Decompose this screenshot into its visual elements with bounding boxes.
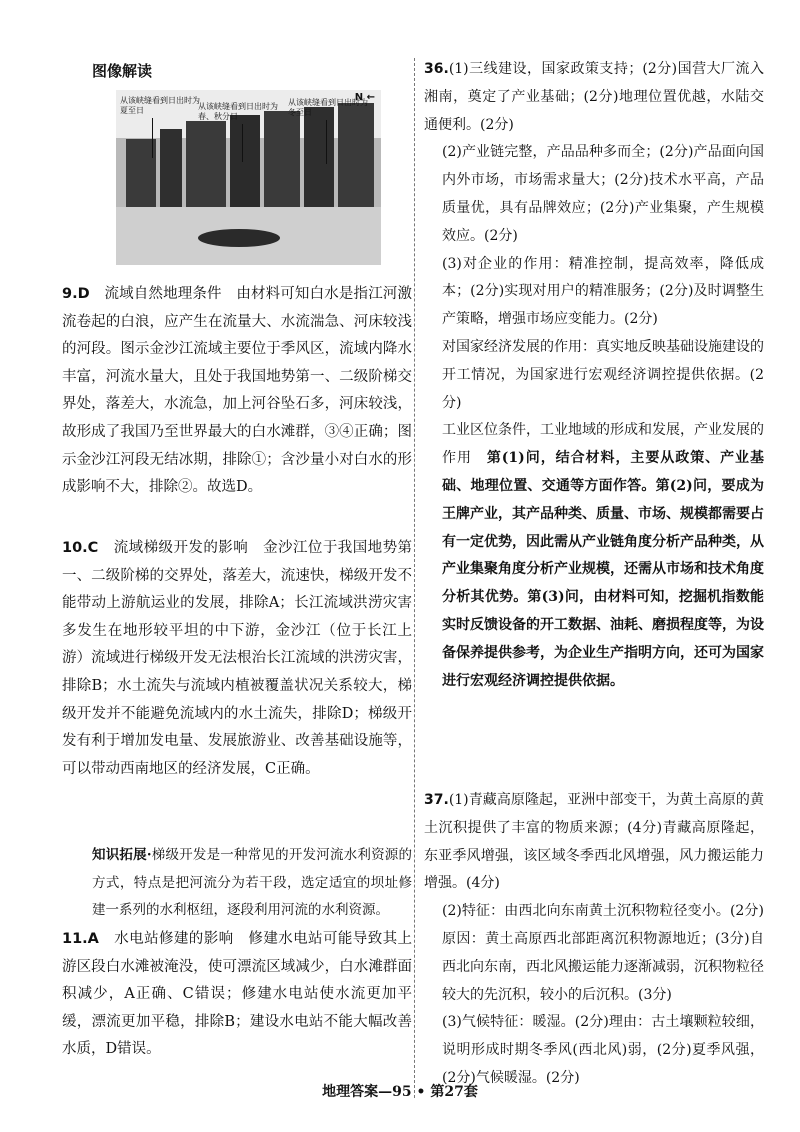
photo-leader-line <box>326 120 327 164</box>
answer-36-part-2: (2)产业链完整，产品品种多而全；(2分)产品面向国内外市场，市场需求量大；(2分)技术水平高，产品质量优，具有品牌效应；(2分)产业集聚，产生规模效应。(2分) <box>442 144 764 244</box>
photo-leader-line <box>152 118 153 158</box>
answer-10 <box>62 535 412 783</box>
photo-building <box>338 103 374 207</box>
photo-building <box>230 115 260 207</box>
answer-9 <box>62 281 412 502</box>
page-footer: 地理答案—95 • 第27套 <box>322 1084 478 1100</box>
answer-37-number: 37. <box>424 792 449 808</box>
section-title: 图像解读 <box>92 62 153 80</box>
answer-9-text: 流域自然地理条件 由材料可知白水是指江河激流卷起的白浪，应产生在流量大、水流湍急、河床较浅的河段。图示金沙江流域主要位于季风区，流域内降水丰富，河流水量大，且处于我国地势第一、二级阶梯交界处，落差大，水流急，加上河谷坠石多，河床较浅，故形成了我国乃至世界最大的白水滩群，③④正确；图示金沙江河段无结冰期，排除①；含沙量小对白水的形成影响不大，排除②。故选D。 <box>62 286 413 496</box>
answer-10-number: 10.C <box>62 540 99 556</box>
photo-leader-line <box>242 124 243 162</box>
answer-36-number: 36. <box>424 61 449 77</box>
photo-building <box>186 121 226 207</box>
photo-caption-winter-solstice: 从该峡缝看到日出时为冬至日 <box>288 98 368 117</box>
answer-36-analysis <box>424 417 764 695</box>
knowledge-extension-label: 知识拓展· <box>92 847 152 863</box>
answer-37 <box>424 787 764 1093</box>
photo-caption-summer-solstice: 从该峡缝看到日出时为夏至日 <box>120 96 200 115</box>
photo-building <box>304 107 334 207</box>
answer-36-analysis-lead: 工业区位条件，工业地域的形成和发展，产业发展的作用 <box>442 422 764 467</box>
answer-36-part-3: (3)对企业的作用：精准控制，提高效率，降低成本；(2分)实现对用户的精准服务；(2分)及时调整生产策略，增强市场应变能力。(2分) <box>442 255 764 328</box>
answer-37-part-3: (3)气候特征：暖湿。(2分)理由：古土壤颗粒较细，说明形成时期冬季风(西北风)弱，(2分)夏季风强，(2分)气候暖湿。(2分) <box>442 1014 764 1086</box>
answer-36-part-4: 对国家经济发展的作用：真实地反映基础设施建设的开工情况，为国家进行宏观经济调控提供依据。(2分) <box>442 338 764 411</box>
knowledge-extension <box>92 842 412 925</box>
answer-37-part-1-text: (1)青藏高原隆起，亚洲中部变干，为黄土高原的黄土沉积提供了丰富的物质来源；(4分)青藏高原隆起，东亚季风增强，该区域冬季西北风增强，风力搬运能力增强。(4分) <box>424 792 764 892</box>
photo-caption-equinox: 从该峡缝看到日出时为春、秋分日 <box>198 102 278 121</box>
knowledge-extension-text: 梯级开发是一种常见的开发河流水利资源的方式，特点是把河流分为若干段，选定适宜的坝址修建一系列的水利枢纽，逐段利用河流的水利资源。 <box>92 847 413 919</box>
answer-10-text: 流域梯级开发的影响 金沙江位于我国地势第一、二级阶梯的交界处，落差大，流速快，梯级开发不能带动上游航运业的发展，排除A；长江流域洪涝灾害多发生在地形较平坦的中下游，金沙江（位于长江上游）流域进行梯级开发无法根治长江流域的洪涝灾害，排除B；水土流失与流域内植被覆盖状况关系较大，梯级开发并不能避免流域内的水土流失，排除D；梯级开发有利于增加发电量、发展旅游业、改善基础设施等，可以带动西南地区的经济发展，C正确。 <box>62 540 412 777</box>
answer-36-analysis-text: 第(1)问，结合材料，主要从政策、产业基础、地理位置、交通等方面作答。第(2)问，要成为王牌产业，其产品种类、质量、市场、规模都需要占有一定优势，因此需从产业链角度分析产品种类，从产业集聚角度分析产业规模，还需从市场和技术角度分析其优势。第(3)问，由材料可知，挖掘机指数能实时反馈设备的开工数据、油耗、磨损程度等，为设备保养提供参考，为企业生产指明方向，还可为国家进行宏观经济调控提供依据。 <box>442 450 764 689</box>
answer-11 <box>62 926 412 1064</box>
answer-36-part-1 <box>424 56 764 139</box>
column-divider <box>414 58 415 1098</box>
photo-building <box>160 129 182 207</box>
photo-pool <box>198 229 280 247</box>
answer-37-part-2: (2)特征：由西北向东南黄土沉积物粒径变小。(2分)原因：黄土高原西北部距离沉积物源地近；(3分)自西北向东南，西北风搬运能力逐渐减弱，沉积物粒径较大的先沉积，较小的后沉积。(3分) <box>442 903 764 1003</box>
photo-building <box>264 111 300 207</box>
answer-37-part-1 <box>424 787 764 898</box>
answer-36-part-1-text: (1)三线建设，国家政策支持；(2分)国营大厂流入湘南，奠定了产业基础；(2分)地理位置优越，水陆交通便利。(2分) <box>424 61 764 133</box>
answer-9-number: 9.D <box>62 286 90 302</box>
answer-11-number: 11.A <box>62 931 99 947</box>
north-arrow-icon: N ← <box>354 92 375 103</box>
answer-36 <box>424 56 764 695</box>
illustration-photo <box>116 90 381 265</box>
answer-11-text: 水电站修建的影响 修建水电站可能导致其上游区段白水滩被淹没，使可漂流区域减少，白水滩群面积减少，A正确、C错误；修建水电站使水流更加平缓，漂流更加平稳，排除B；建设水电站不能大幅改善水质，D错误。 <box>62 931 413 1058</box>
